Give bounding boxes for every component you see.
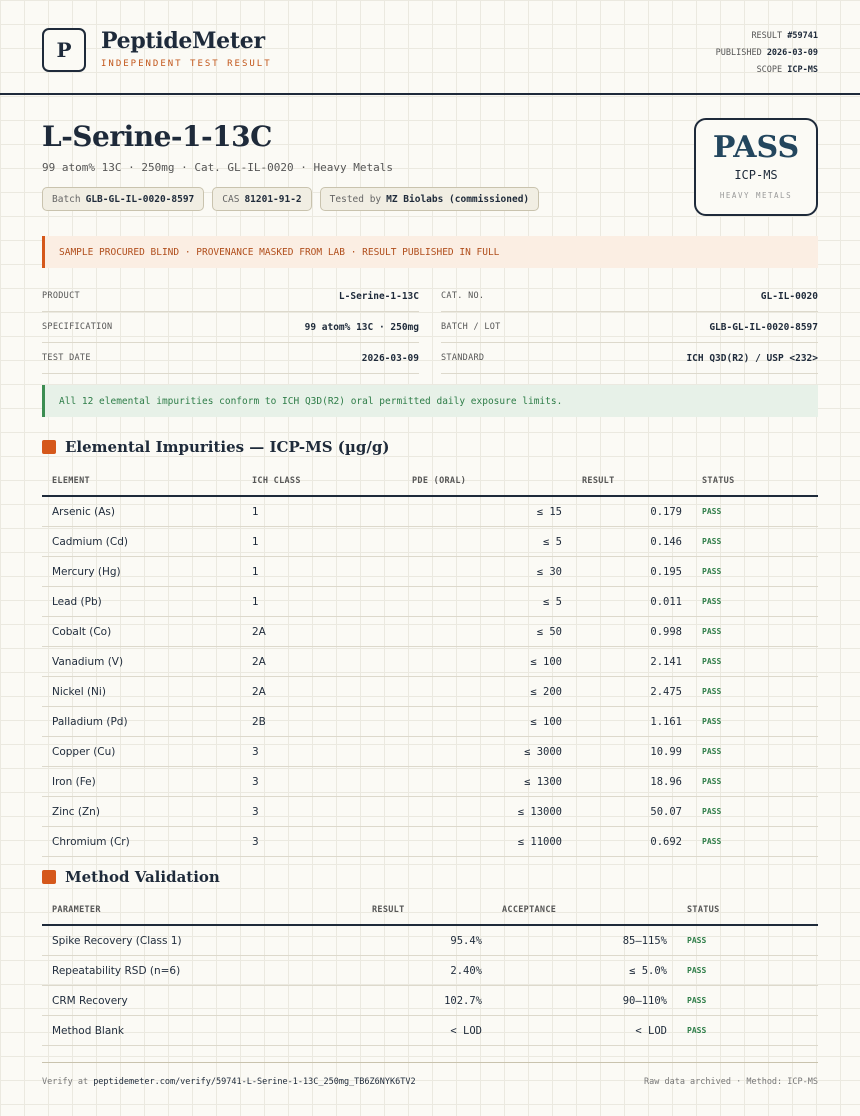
table-row	[42, 707, 818, 737]
ich-class-cell: 3	[242, 737, 402, 767]
pde-cell: ≤ 30	[402, 557, 572, 587]
info-test-date	[42, 343, 419, 374]
column-header: STATUS	[677, 896, 818, 925]
chip-value: 81201-91-2	[244, 193, 302, 205]
verdict-method: ICP-MS	[734, 168, 778, 182]
table-header-row	[42, 896, 818, 925]
table-header-row	[42, 467, 818, 496]
ich-class-cell: 2A	[242, 617, 402, 647]
section-marker-icon	[42, 870, 56, 884]
info-specification	[42, 312, 419, 343]
status-cell: PASS	[692, 737, 818, 767]
status-cell: PASS	[692, 827, 818, 857]
table-row	[42, 496, 818, 527]
acceptance-cell: 90–110%	[492, 986, 677, 1016]
impurities-table	[42, 467, 818, 857]
status-cell: PASS	[677, 956, 818, 986]
table-row	[42, 767, 818, 797]
chip-label: Tested by	[329, 193, 382, 205]
acceptance-cell: 85–115%	[492, 925, 677, 956]
element-cell: Lead (Pb)	[42, 587, 242, 617]
ich-class-cell: 3	[242, 767, 402, 797]
ich-class-cell: 1	[242, 527, 402, 557]
result-cell: 0.011	[572, 587, 692, 617]
ich-class-cell: 3	[242, 797, 402, 827]
info-value: GLB-GL-IL-0020-8597	[709, 321, 818, 333]
info-product	[42, 281, 419, 312]
parameter-cell: CRM Recovery	[42, 986, 362, 1016]
product-subtitle: 99 atom% 13C · 250mg · Cat. GL-IL-0020 · Heavy Metals	[42, 161, 393, 174]
parameter-cell: Repeatability RSD (n=6)	[42, 956, 362, 986]
result-cell: 0.998	[572, 617, 692, 647]
table-row	[42, 557, 818, 587]
status-cell: PASS	[677, 1016, 818, 1046]
pde-cell: ≤ 15	[402, 496, 572, 527]
result-cell: 0.146	[572, 527, 692, 557]
ich-class-cell: 1	[242, 587, 402, 617]
status-cell: PASS	[692, 496, 818, 527]
pde-cell: ≤ 5	[402, 527, 572, 557]
result-meta	[716, 28, 818, 79]
pde-cell: ≤ 100	[402, 647, 572, 677]
table-row	[42, 986, 818, 1016]
element-cell: Zinc (Zn)	[42, 797, 242, 827]
pde-cell: ≤ 3000	[402, 737, 572, 767]
result-id-label: RESULT	[751, 31, 783, 41]
section-title-text: Elemental Impurities — ICP-MS (µg/g)	[65, 438, 390, 456]
ich-class-cell: 2A	[242, 647, 402, 677]
status-cell: PASS	[677, 986, 818, 1016]
result-cell: 18.96	[572, 767, 692, 797]
table-row	[42, 956, 818, 986]
info-value: 99 atom% 13C · 250mg	[304, 321, 419, 333]
result-cell: 2.141	[572, 647, 692, 677]
table-row	[42, 617, 818, 647]
product-chips	[42, 187, 539, 211]
pde-cell: ≤ 200	[402, 677, 572, 707]
status-cell: PASS	[692, 587, 818, 617]
table-row	[42, 737, 818, 767]
footer-divider	[42, 1062, 818, 1063]
result-cell: 2.40%	[362, 956, 492, 986]
footer-archive-note: Raw data archived · Method: ICP-MS	[644, 1077, 818, 1087]
validation-table	[42, 896, 818, 1046]
brand-name: PeptideMeter	[101, 28, 265, 54]
status-cell: PASS	[692, 617, 818, 647]
pde-cell: ≤ 11000	[402, 827, 572, 857]
chip-value: MZ Biolabs (commissioned)	[386, 193, 530, 205]
pde-cell: ≤ 13000	[402, 797, 572, 827]
blind-procurement-notice: SAMPLE PROCURED BLIND · PROVENANCE MASKED FROM LAB · RESULT PUBLISHED IN FULL	[42, 236, 818, 268]
ich-class-cell: 2B	[242, 707, 402, 737]
status-cell: PASS	[692, 707, 818, 737]
chip-label: CAS	[222, 193, 240, 205]
info-label: TEST DATE	[42, 353, 91, 363]
element-cell: Nickel (Ni)	[42, 677, 242, 707]
table-row	[42, 677, 818, 707]
result-cell: 1.161	[572, 707, 692, 737]
tested-by-chip	[320, 187, 539, 211]
conformance-notice: All 12 elemental impurities conform to ICH Q3D(R2) oral permitted daily exposure limits.	[42, 385, 818, 417]
result-cell: 0.179	[572, 496, 692, 527]
element-cell: Cadmium (Cd)	[42, 527, 242, 557]
element-cell: Cobalt (Co)	[42, 617, 242, 647]
column-header: PDE (ORAL)	[402, 467, 572, 496]
table-row	[42, 527, 818, 557]
pde-cell: ≤ 100	[402, 707, 572, 737]
info-grid	[42, 281, 818, 374]
info-label: PRODUCT	[42, 291, 80, 301]
info-label: CAT. NO.	[441, 291, 485, 301]
result-cell: 10.99	[572, 737, 692, 767]
verdict-category: HEAVY METALS	[719, 191, 793, 200]
info-value: L-Serine-1-13C	[338, 290, 419, 302]
parameter-cell: Spike Recovery (Class 1)	[42, 925, 362, 956]
status-cell: PASS	[692, 557, 818, 587]
status-cell: PASS	[692, 647, 818, 677]
table-row	[42, 797, 818, 827]
column-header: ACCEPTANCE	[492, 896, 677, 925]
result-cell: 0.195	[572, 557, 692, 587]
info-value: 2026-03-09	[361, 352, 419, 364]
section-title-text: Method Validation	[65, 868, 220, 886]
table-row	[42, 827, 818, 857]
result-cell: 50.07	[572, 797, 692, 827]
result-cell: 2.475	[572, 677, 692, 707]
verdict-status: PASS	[712, 130, 800, 165]
result-id-value: #59741	[787, 31, 818, 41]
table-row	[42, 925, 818, 956]
brand-tagline: INDEPENDENT TEST RESULT	[101, 59, 272, 69]
status-cell: PASS	[692, 527, 818, 557]
chip-label: Batch	[52, 193, 81, 205]
acceptance-cell: < LOD	[492, 1016, 677, 1046]
cas-chip	[212, 187, 311, 211]
ich-class-cell: 1	[242, 496, 402, 527]
logo-icon: P	[42, 28, 86, 72]
column-header: ELEMENT	[42, 467, 242, 496]
info-cat-no	[441, 281, 818, 312]
element-cell: Chromium (Cr)	[42, 827, 242, 857]
info-value: GL-IL-0020	[760, 290, 818, 302]
element-cell: Arsenic (As)	[42, 496, 242, 527]
info-value: ICH Q3D(R2) / USP <232>	[686, 352, 818, 364]
ich-class-cell: 3	[242, 827, 402, 857]
column-header: STATUS	[692, 467, 818, 496]
verify-text	[42, 1077, 416, 1087]
info-label: SPECIFICATION	[42, 322, 113, 332]
scope-value: ICP-MS	[787, 65, 818, 75]
info-standard	[441, 343, 818, 374]
verify-link[interactable]: peptidemeter.com/verify/59741-L-Serine-1-13C_250mg_TB6Z6NYK6TV2	[93, 1077, 416, 1087]
result-cell: 95.4%	[362, 925, 492, 956]
batch-chip	[42, 187, 204, 211]
result-cell: 102.7%	[362, 986, 492, 1016]
element-cell: Iron (Fe)	[42, 767, 242, 797]
table-row	[42, 587, 818, 617]
scope-label: SCOPE	[756, 65, 783, 75]
element-cell: Vanadium (V)	[42, 647, 242, 677]
result-cell: < LOD	[362, 1016, 492, 1046]
report-header	[0, 0, 860, 95]
element-cell: Mercury (Hg)	[42, 557, 242, 587]
column-header: RESULT	[572, 467, 692, 496]
ich-class-cell: 2A	[242, 677, 402, 707]
info-label: BATCH / LOT	[441, 322, 501, 332]
column-header: RESULT	[362, 896, 492, 925]
element-cell: Palladium (Pd)	[42, 707, 242, 737]
status-cell: PASS	[692, 797, 818, 827]
validation-section-title	[42, 868, 220, 886]
column-header: PARAMETER	[42, 896, 362, 925]
table-row	[42, 647, 818, 677]
status-cell: PASS	[677, 925, 818, 956]
status-cell: PASS	[692, 767, 818, 797]
published-value: 2026-03-09	[766, 48, 818, 58]
pde-cell: ≤ 50	[402, 617, 572, 647]
acceptance-cell: ≤ 5.0%	[492, 956, 677, 986]
pde-cell: ≤ 5	[402, 587, 572, 617]
table-row	[42, 1016, 818, 1046]
info-label: STANDARD	[441, 353, 485, 363]
verdict-stamp	[694, 118, 818, 216]
published-label: PUBLISHED	[715, 48, 762, 58]
info-batch-lot	[441, 312, 818, 343]
ich-class-cell: 1	[242, 557, 402, 587]
product-title: L-Serine-1-13C	[42, 120, 272, 153]
parameter-cell: Method Blank	[42, 1016, 362, 1046]
column-header: ICH CLASS	[242, 467, 402, 496]
status-cell: PASS	[692, 677, 818, 707]
pde-cell: ≤ 1300	[402, 767, 572, 797]
section-marker-icon	[42, 440, 56, 454]
element-cell: Copper (Cu)	[42, 737, 242, 767]
verify-label: Verify at	[42, 1077, 89, 1087]
chip-value: GLB-GL-IL-0020-8597	[85, 193, 195, 205]
result-cell: 0.692	[572, 827, 692, 857]
impurities-section-title	[42, 438, 389, 456]
